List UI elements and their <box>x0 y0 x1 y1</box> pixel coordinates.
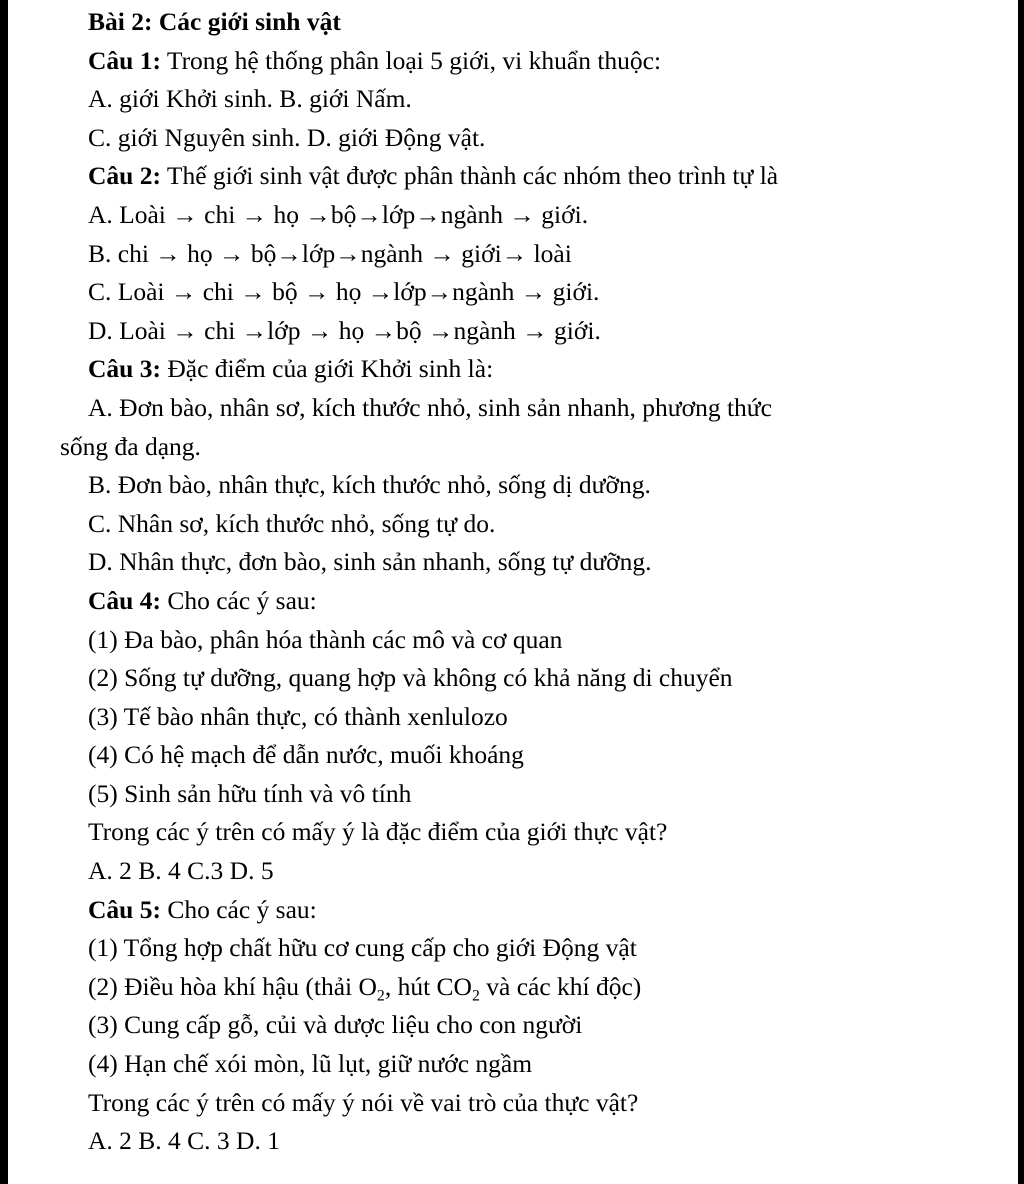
question-2-option-b: B. chi → họ → bộ→lớp→ngành → giới→ loài <box>88 238 572 268</box>
question-4-prompt: Trong các ý trên có mấy ý là đặc điểm của giới thực vật? <box>88 817 668 847</box>
question-4-answers: A. 2 B. 4 C.3 D. 5 <box>88 856 274 886</box>
question-label: Câu 5: <box>88 894 161 924</box>
question-2-option-d: D. Loài → chi →lớp → họ →bộ →ngành → giới. <box>88 315 601 345</box>
question-5-item-1: (1) Tổng hợp chất hữu cơ cung cấp cho giới Động vật <box>88 933 637 963</box>
question-2-option-a: A. Loài → chi → họ →bộ→lớp→ngành → giới. <box>88 199 589 229</box>
section-title: Bài 2: Các giới sinh vật <box>88 7 341 36</box>
question-3-option-a: A. Đơn bào, nhân sơ, kích thước nhỏ, sinh sản nhanh, phương thức <box>88 392 772 422</box>
question-label: Câu 4: <box>88 585 161 615</box>
question-3-option-c: C. Nhân sơ, kích thước nhỏ, sống tự do. <box>88 508 496 538</box>
question-label: Câu 2: <box>88 161 161 191</box>
question-5-item-4: (4) Hạn chế xói mòn, lũ lụt, giữ nước ngầm <box>88 1049 533 1079</box>
question-5-item-3: (3) Cung cấp gỗ, củi và dược liệu cho con người <box>88 1010 583 1040</box>
question-3-option-d: D. Nhân thực, đơn bào, sinh sản nhanh, sống tự dưỡng. <box>88 547 652 577</box>
question-3-option-b: B. Đơn bào, nhân thực, kích thước nhỏ, sống dị dưỡng. <box>88 470 651 500</box>
question-label: Câu 1: <box>88 45 161 75</box>
question-4-item-4: (4) Có hệ mạch để dẫn nước, muối khoáng <box>88 740 524 770</box>
question-1-stem: Câu 1: Trong hệ thống phân loại 5 giới, vi khuẩn thuộc: <box>88 45 662 75</box>
question-4-item-2: (2) Sống tự dưỡng, quang hợp và không có khả năng di chuyển <box>88 663 733 693</box>
question-1-options-ab: A. giới Khởi sinh. B. giới Nấm. <box>88 84 412 114</box>
question-4-stem: Câu 4: Cho các ý sau: <box>88 585 317 615</box>
left-edge-strip <box>0 0 8 1184</box>
question-2-option-c: C. Loài → chi → bộ → họ →lớp→ngành → giới. <box>88 277 600 307</box>
question-5-item-2: (2) Điều hòa khí hậu (thải $O_2$, hút $CO_2$ và các khí độc) <box>88 971 642 1005</box>
document-page <box>60 3 1008 1161</box>
right-edge-strip <box>1018 0 1024 1184</box>
question-label: Câu 3: <box>88 354 161 384</box>
question-3-stem: Câu 3: Đặc điểm của giới Khởi sinh là: <box>88 354 494 384</box>
question-5-answers: A. 2 B. 4 C. 3 D. 1 <box>88 1126 280 1156</box>
question-3-option-a-continued: sống đa dạng. <box>60 431 201 461</box>
question-5-stem: Câu 5: Cho các ý sau: <box>88 894 317 924</box>
question-4-item-5: (5) Sinh sản hữu tính và vô tính <box>88 778 412 808</box>
question-1-options-cd: C. giới Nguyên sinh. D. giới Động vật. <box>88 122 486 152</box>
question-4-item-3: (3) Tế bào nhân thực, có thành xenlulozo <box>88 701 508 731</box>
question-4-item-1: (1) Đa bào, phân hóa thành các mô và cơ quan <box>88 624 563 654</box>
question-2-stem: Câu 2: Thế giới sinh vật được phân thành các nhóm theo trình tự là <box>88 161 779 191</box>
question-5-prompt: Trong các ý trên có mấy ý nói về vai trò của thực vật? <box>88 1087 639 1117</box>
